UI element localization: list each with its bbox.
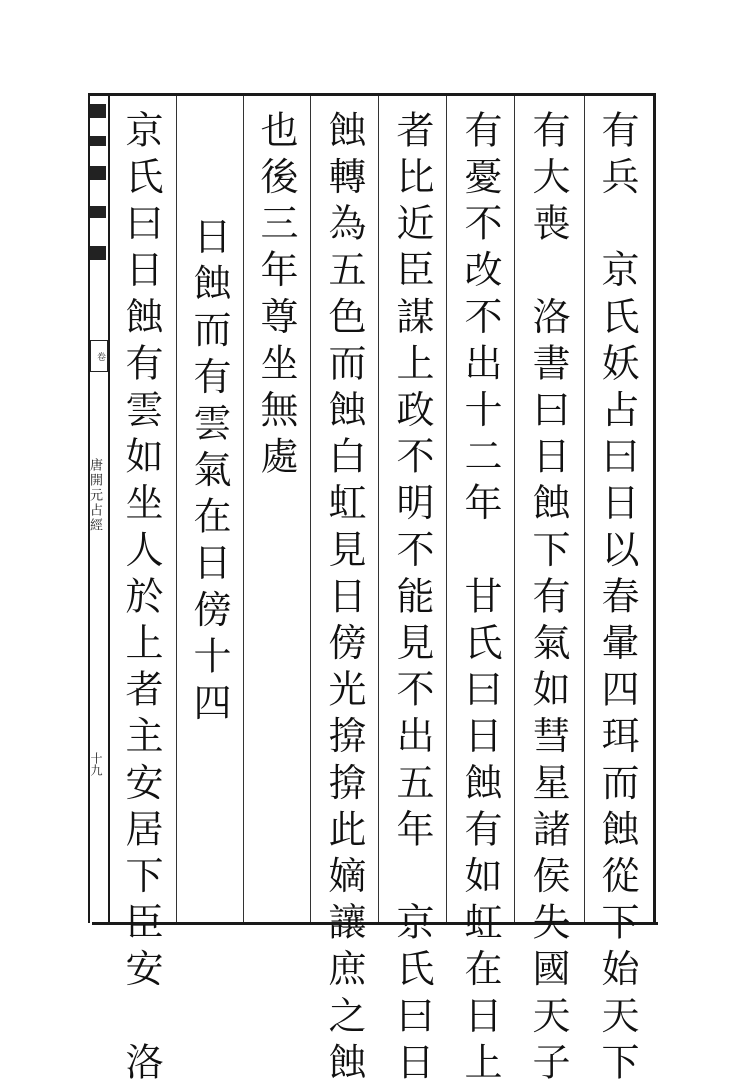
- fold-page-number: 十九: [89, 752, 103, 776]
- fold-fishtail-mark: [90, 136, 106, 146]
- column-divider: [446, 96, 447, 922]
- text-column-5: 蝕轉為五色而蝕白虹見日傍光揜揜此嫡讓庶之蝕: [322, 110, 366, 1089]
- fold-volume-tag: 卷: [90, 340, 108, 372]
- text-column-2: 有大喪 洛書曰日蝕下有氣如彗星諸侯失國天子: [526, 110, 570, 1089]
- fold-book-title: 唐開元占經: [87, 458, 102, 533]
- fold-fishtail-mark: [90, 166, 106, 180]
- column-divider: [176, 96, 177, 922]
- column-divider: [514, 96, 515, 922]
- fold-fishtail-mark: [90, 246, 106, 260]
- column-divider: [310, 96, 311, 922]
- fold-fishtail-mark: [90, 104, 106, 118]
- fold-fishtail-mark: [90, 206, 106, 218]
- frame-top-rule: [88, 93, 656, 96]
- frame-left-rule: [108, 96, 110, 923]
- frame-right-rule: [653, 93, 656, 924]
- text-column-6: 也後三年尊坐無處: [254, 110, 298, 483]
- column-divider: [243, 96, 244, 922]
- column-divider: [378, 96, 379, 922]
- text-column-7: 日蝕而有雲氣在日傍十四: [187, 170, 231, 730]
- column-divider: [584, 96, 585, 922]
- frame-bottom-rule: [92, 922, 658, 925]
- text-column-3: 有憂不改不出十二年 甘氏曰日蝕有如虹在日上: [458, 110, 502, 1089]
- text-column-1: 有兵 京氏妖占曰日以春暈四珥而蝕從下始天下: [595, 110, 639, 1089]
- text-column-8: 京氏曰日蝕有雲如坐人於上者主安居下臣安 洛: [119, 110, 163, 1089]
- text-column-4: 者比近臣謀上政不明不能見不出五年 京氏曰日: [390, 110, 434, 1089]
